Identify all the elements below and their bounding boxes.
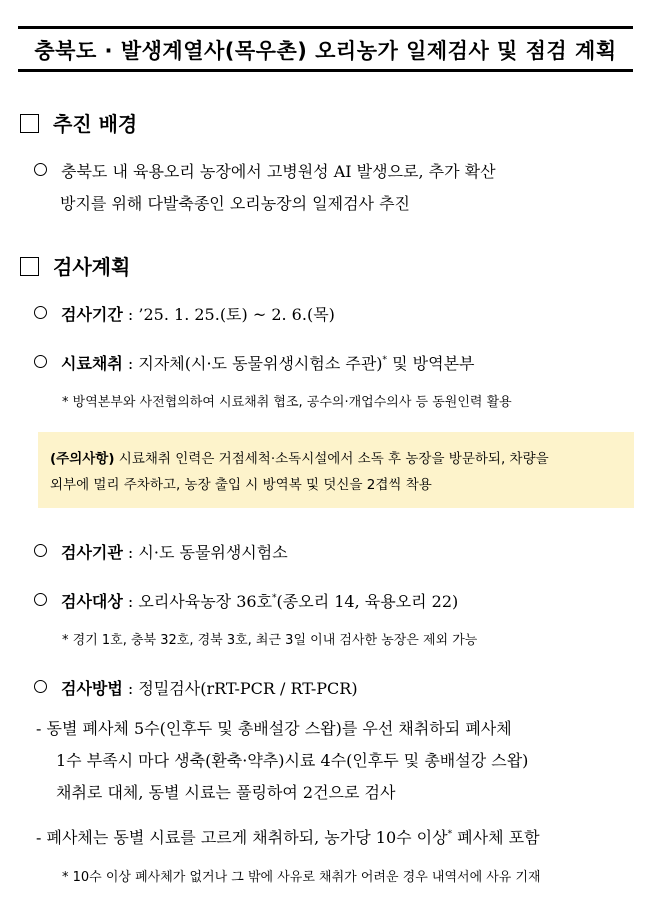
agency-value: : 시·도 동물위생시험소: [127, 543, 288, 562]
document-title: 충북도 · 발생계열사(목우촌) 오리농가 일제검사 및 점검 계획: [34, 39, 617, 63]
period-label: 검사기간: [61, 305, 123, 324]
method-dash-2-text-b: 폐사체 포함: [452, 828, 540, 847]
target-value: : 오리사육농장 36호: [127, 592, 273, 611]
background-line-2: 방지를 위해 다발축종인 오리농장의 일제검사 추진: [60, 194, 411, 213]
section-plan-heading: [20, 251, 130, 280]
bullet-circle-icon: [34, 544, 47, 557]
background-line-1: [34, 159, 496, 182]
target-value-2: (종오리 14, 육용오리 22): [276, 592, 459, 611]
target-line: [34, 589, 458, 612]
agency-line: [34, 540, 288, 563]
method-line: [34, 676, 358, 699]
target-note: * 경기 1호, 충북 32호, 경북 3호, 최근 3일 이내 검사한 농장은 제외 가능: [62, 633, 478, 648]
method-dash-2-text: - 폐사체는 동별 시료를 고르게 채취하되, 농가당 10수 이상: [36, 828, 448, 847]
sampling-line: [34, 351, 474, 374]
footnote-marker: *: [272, 593, 277, 604]
method-dash-1-line-3: 채취로 대체, 동별 시료는 풀링하여 2건으로 검사: [56, 783, 396, 802]
section-heading-text: 추진 배경: [53, 112, 138, 136]
footnote-marker: *: [382, 355, 388, 366]
bullet-circle-icon: [34, 355, 47, 368]
method-dash-2-line: [36, 825, 540, 848]
title-bar: [18, 26, 633, 72]
bullet-circle-icon: [34, 163, 47, 176]
sampling-value-2: 및 방역본부: [387, 354, 475, 373]
sampling-value: : 지자체(시·도 동물위생시험소 주관): [127, 354, 383, 373]
caution-label: (주의사항): [50, 451, 115, 467]
bullet-circle-icon: [34, 593, 47, 606]
method-value: : 정밀검사(rRT-PCR / RT-PCR): [127, 679, 358, 698]
checkbox-square-icon: [20, 114, 39, 133]
method-dash-2-note: * 10수 이상 폐사체가 없거나 그 밖에 사유로 채취가 어려운 경우 내역서에 사유 기재: [62, 870, 541, 885]
bullet-circle-icon: [34, 680, 47, 693]
agency-label: 검사기관: [61, 543, 123, 562]
target-label: 검사대상: [61, 592, 123, 611]
method-dash-1-line-2: 1수 부족시 마다 생축(환축·약추)시료 4수(인후두 및 총배설강 스왑): [56, 751, 529, 770]
caution-box: [38, 432, 634, 508]
checkbox-square-icon: [20, 257, 39, 276]
period-value: : ’25. 1. 25.(토) ~ 2. 6.(목): [127, 305, 335, 324]
sampling-label: 시료채취: [61, 354, 123, 373]
section-background-heading: [20, 108, 137, 137]
bullet-circle-icon: [34, 306, 47, 319]
caution-text-1: 시료채취 인력은 거점세척·소독시설에서 소독 후 농장을 방문하되, 차량을: [114, 451, 549, 467]
caution-text-2: 외부에 멀리 주차하고, 농장 출입 시 방역복 및 덧신을 2겹씩 착용: [50, 477, 432, 493]
method-label: 검사방법: [61, 679, 123, 698]
method-dash-1-line-1: - 동별 폐사체 5수(인후두 및 총배설강 스왑)를 우선 채취하되 폐사체: [36, 719, 512, 738]
background-text-1: 충북도 내 육용오리 농장에서 고병원성 AI 발생으로, 추가 확산: [61, 162, 496, 181]
period-line: [34, 302, 335, 325]
section-heading-text: 검사계획: [53, 255, 131, 279]
footnote-marker: *: [447, 829, 453, 840]
sampling-note: * 방역본부와 사전협의하여 시료채취 협조, 공수의·개업수의사 등 동원인력 활용: [62, 395, 512, 410]
